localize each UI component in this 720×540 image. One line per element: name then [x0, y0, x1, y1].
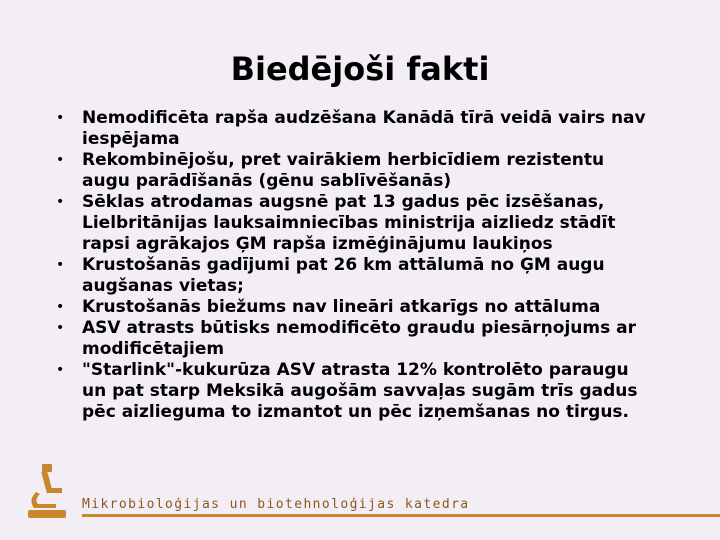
- bullet-marker: •: [56, 257, 65, 273]
- bullet-marker: •: [56, 362, 65, 378]
- bullet-marker: •: [56, 152, 65, 168]
- bullet-marker: •: [56, 110, 65, 126]
- bullet-text: ASV atrasts būtisks nemodificēto graudu piesārņojums ar modificētajiem: [82, 318, 636, 359]
- footer-divider: [82, 514, 720, 517]
- bullet-item: [56, 297, 656, 318]
- bullet-text: Nemodificēta rapša audzēšana Kanādā tīrā veidā vairs nav iespējama: [82, 108, 646, 149]
- bullet-item: [56, 108, 656, 150]
- microscope-icon: [22, 462, 72, 520]
- bullet-text: "Starlink"-kukurūza ASV atrasta 12% kontrolēto paraugu un pat starp Meksikā augošām savvaļas sugām trīs gadus pēc aizlieguma to izmantot un pēc izņemšanas no tirgus.: [82, 360, 638, 422]
- slide-title: Biedējoši fakti: [230, 50, 490, 88]
- bullet-text: Krustošanās biežums nav lineāri atkarīgs no attāluma: [82, 297, 601, 317]
- bullet-text: Krustošanās gadījumi pat 26 km attālumā no ĢM augu augšanas vietas;: [82, 255, 605, 296]
- bullet-item: [56, 360, 656, 423]
- bullet-text: Sēklas atrodamas augsnē pat 13 gadus pēc izsēšanas, Lielbritānijas lauksaimniecības ministrija aizliedz stādīt rapsi agrākajos ĢM rapša izmēģinājumu laukiņos: [82, 192, 616, 254]
- bullet-list: [56, 108, 656, 423]
- bullet-text: Rekombinējošu, pret vairākiem herbicīdiem rezistentu augu parādīšanās (gēnu sablīvēšanās): [82, 150, 605, 191]
- bullet-item: [56, 192, 656, 255]
- bullet-marker: •: [56, 299, 65, 315]
- bullet-item: [56, 150, 656, 192]
- bullet-item: [56, 255, 656, 297]
- bullet-item: [56, 318, 656, 360]
- bullet-marker: •: [56, 194, 65, 210]
- footer-department: Mikrobioloģijas un biotehnoloģijas katedra: [82, 497, 470, 512]
- bullet-marker: •: [56, 320, 65, 336]
